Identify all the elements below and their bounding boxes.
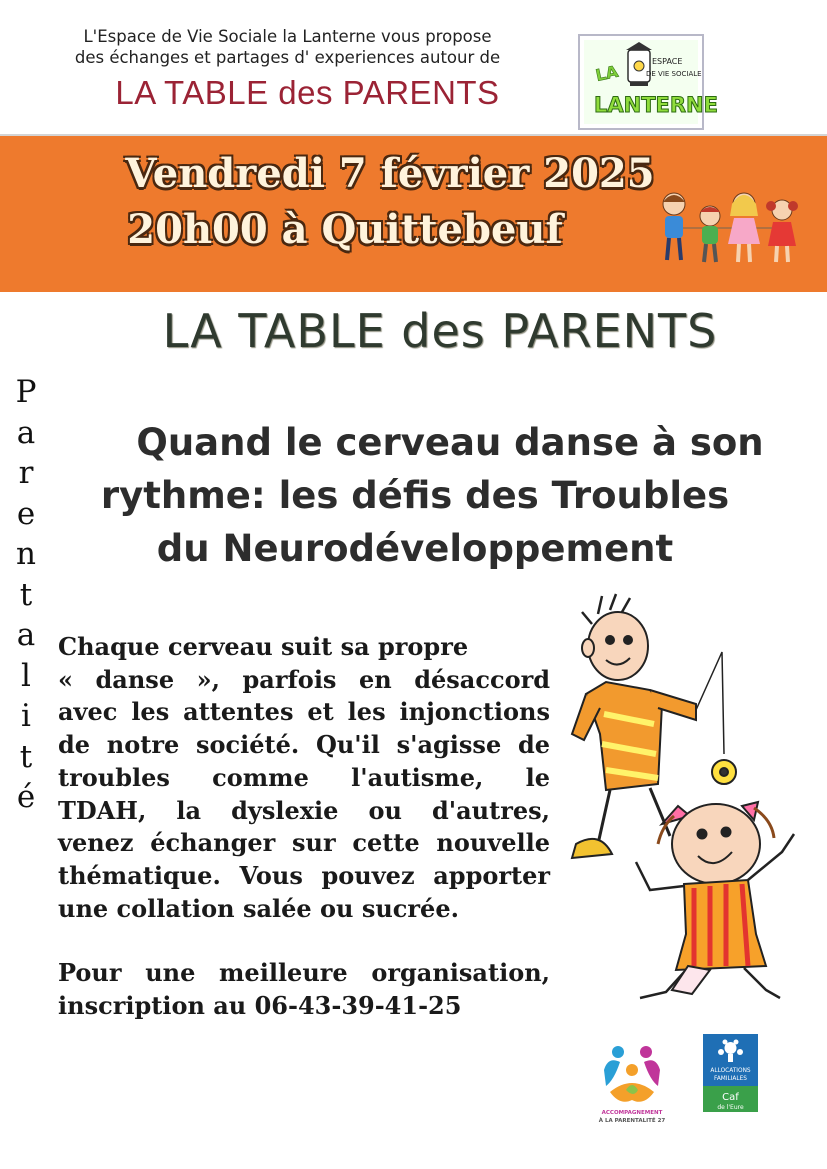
vertical-letter: P (15, 374, 37, 410)
lanterne-logo (578, 34, 718, 130)
vertical-letter: n (16, 536, 36, 572)
vertical-letter: a (16, 414, 36, 451)
logo-la-text: LA (593, 61, 620, 86)
subtitle (60, 416, 810, 575)
vertical-letter: t (19, 576, 33, 613)
vertical-letter: t (19, 738, 33, 775)
vertical-letter: i (21, 698, 31, 734)
body-line: une collation salée ou sucrée. (58, 893, 459, 923)
vertical-letter: l (21, 657, 31, 694)
banner-time-place: 20h00 à Quittebeuf (127, 206, 563, 253)
body-line: troubles comme l'autisme, le (58, 762, 550, 792)
body-line: « danse », parfois en désaccord (58, 664, 550, 694)
caf-region-text: de l'Eure (717, 1104, 744, 1111)
subtitle-line-2: rythme: les défis des Troubles (100, 474, 730, 517)
girl-figure (636, 802, 794, 998)
body-line: de notre société. Qu'il s'agisse de (58, 730, 550, 760)
vertical-letter: a (16, 617, 36, 653)
banner-date: Vendredi 7 février 2025 (125, 150, 655, 197)
lantern-icon (626, 42, 652, 86)
children-clipart (654, 186, 800, 268)
subtitle-line-1: Quand le cerveau danse à son (136, 421, 764, 464)
caf-allocations-text: ALLOCATIONS (710, 1068, 751, 1074)
body-line: thématique. Vous pouvez apporter (58, 860, 550, 890)
logo-vie-sociale-text: DE VIE SOCIALE (646, 70, 702, 78)
caf-familiales-text: FAMILIALES (714, 1076, 747, 1082)
body-line: TDAH, la dyslexie ou d'autres, (58, 795, 550, 825)
intro-text (60, 26, 515, 68)
vertical-letter: r (18, 455, 34, 491)
body-text (58, 631, 550, 1023)
registration-line-1: Pour une meilleure organisation, (58, 958, 550, 988)
body-line: Chaque cerveau suit sa propre (58, 632, 469, 661)
accompagnement-text: ACCOMPAGNEMENT (601, 1110, 663, 1116)
caf-logo (703, 1034, 758, 1112)
vertical-letter: é (16, 779, 36, 815)
logo-lanterne-text: LANTERNE (594, 93, 718, 117)
accompagnement-parentalite-logo (596, 1040, 668, 1126)
intro-line-1: L'Espace de Vie Sociale la Lanterne vous propose (83, 27, 492, 46)
body-line: avec les attentes et les injonctions (58, 697, 550, 727)
intro-line-2: des échanges et partages d' experiences autour de (74, 48, 501, 67)
caf-name-text: Caf (722, 1092, 739, 1103)
logo-espace-text: ESPACE (652, 57, 683, 66)
parentalite-27-text: À LA PARENTALITÉ 27 (598, 1118, 666, 1124)
kids-yoyo-illustration (566, 594, 802, 1014)
subtitle-line-3: du Neurodéveloppement (156, 527, 674, 570)
intro-title: LA TABLE des PARENTS (115, 74, 500, 111)
main-title: LA TABLE des PARENTS (162, 304, 718, 358)
vertical-letter: e (16, 495, 36, 532)
body-line: venez échanger sur cette nouvelle (58, 828, 550, 858)
vertical-parentalite (10, 372, 42, 818)
registration-line-2: inscription au 06-43-39-41-25 (58, 991, 462, 1021)
